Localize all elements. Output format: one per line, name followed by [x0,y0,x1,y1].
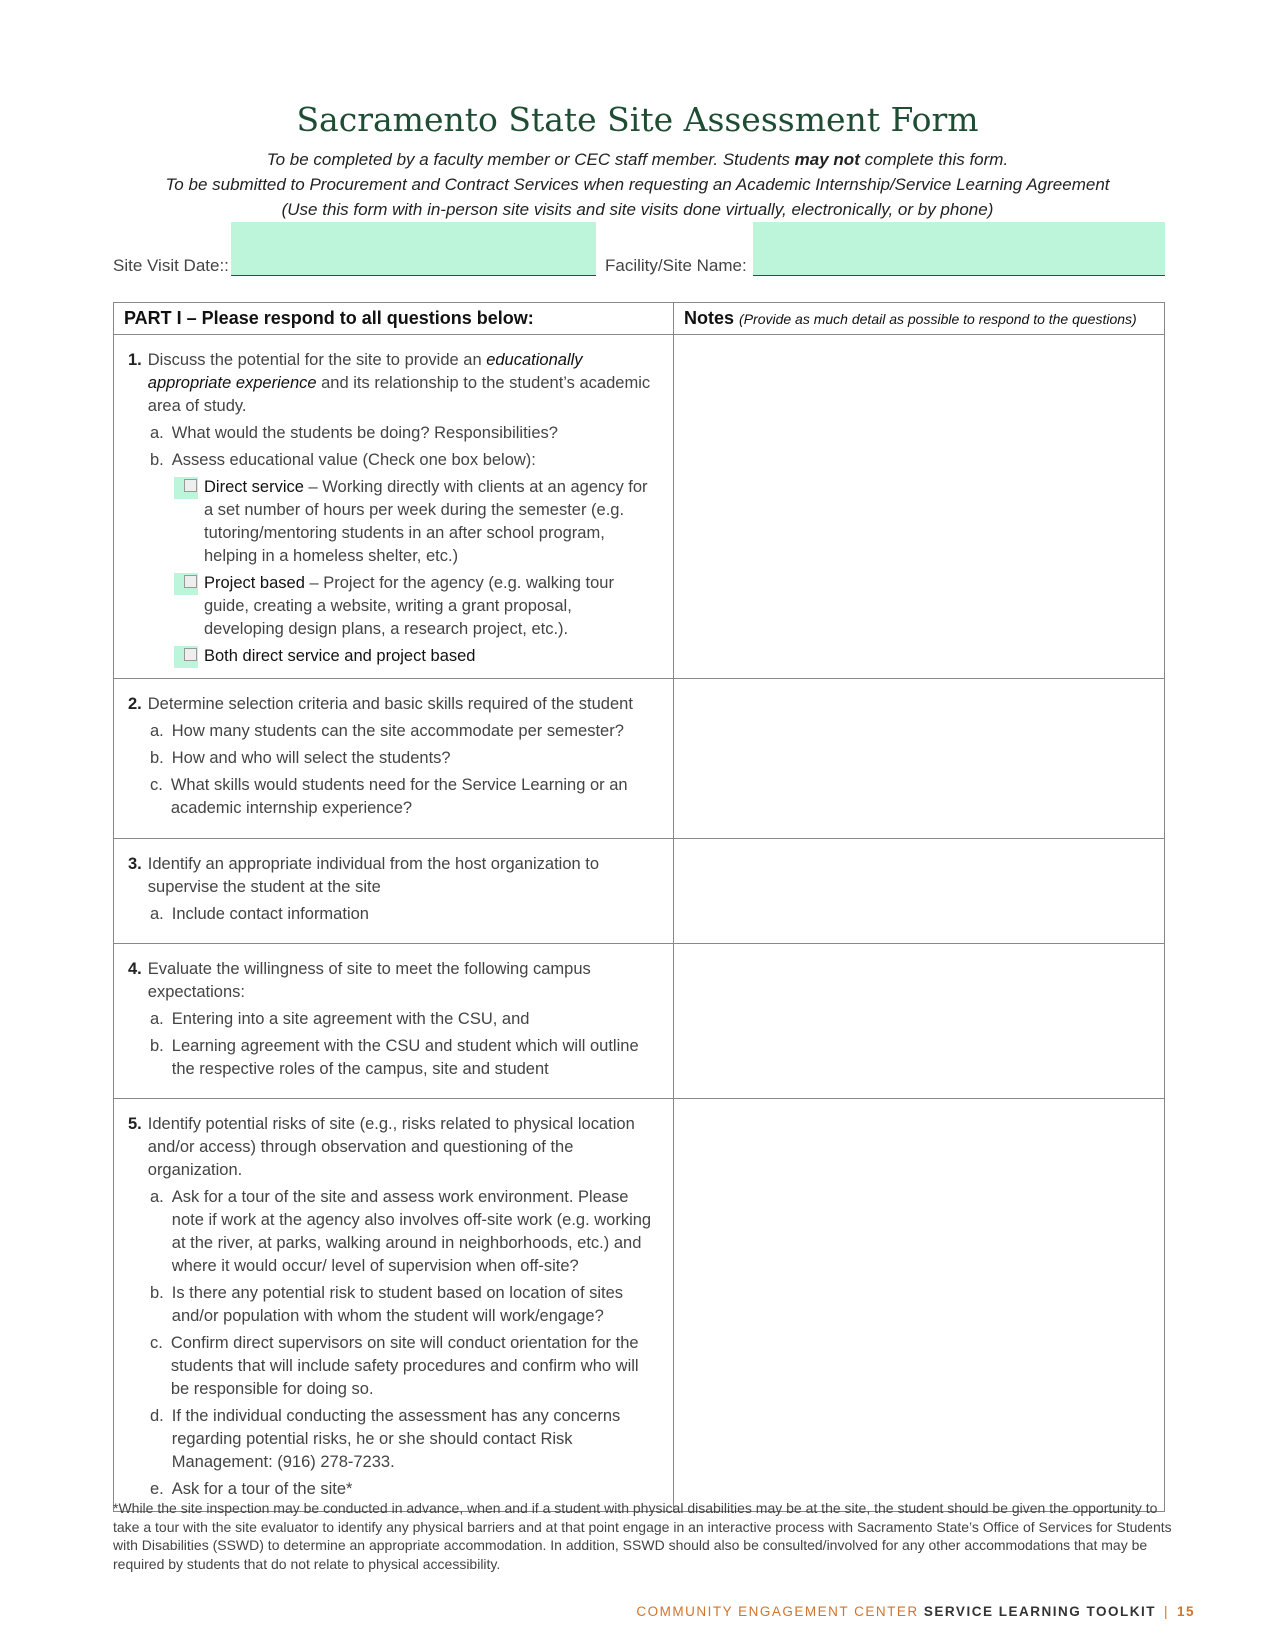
sub-question: Ask for a tour of the site* [171,1480,353,1498]
item-letter: a. [150,424,164,442]
question-text: Identify potential risks of site (e.g., risks related to physical location and/or access) through observation and questioning of the organization. [147,1115,635,1179]
subtitle-text: complete this form. [859,150,1009,169]
subtitle-emphasis: may not [794,150,860,169]
sub-question: What would the students be doing? Responsibilities? [171,424,558,442]
option-text: Direct service – Working directly with clients at an agency for a set number of hours per week during the semester (e.g. tutoring/mentoring students in an after school program, helping in a homeless shelter, etc.) [204,478,648,565]
subtitle-line3: (Use this form with in-person site visits and site visits done virtually, electronically, or by phone) [281,200,994,219]
both-checkbox[interactable] [174,646,198,668]
question-row-5 [114,1099,1165,1512]
question-text: Discuss the potential for the site to provide an educationally appropriate experience and its relationship to the student’s academic area of study. [147,351,651,415]
question-text: Determine selection criteria and basic skills required of the student [147,695,633,713]
part-header: PART I – Please respond to all questions below: [114,303,674,335]
facility-name-field[interactable] [753,222,1165,276]
direct-service-checkbox[interactable] [174,477,198,499]
footer-doc-title: SERVICE LEARNING TOOLKIT [923,1604,1156,1619]
question-number: 4. [128,960,142,978]
item-letter: b. [150,451,164,469]
item-letter: a. [150,722,164,740]
item-letter: d. [150,1407,164,1425]
item-letter: a. [150,1010,164,1028]
item-letter: a. [150,1188,164,1206]
notes-hint: (Provide as much detail as possible to respond to the questions) [739,311,1137,327]
page-title: Sacramento State Site Assessment Form [296,100,979,139]
site-visit-date-field[interactable] [231,222,596,276]
item-letter: c. [150,776,163,794]
page-number: 15 [1176,1604,1195,1619]
question-number: 2. [128,695,142,713]
site-visit-date-label: Site Visit Date:: [113,256,229,275]
question-number: 5. [128,1115,142,1133]
sub-question: Ask for a tour of the site and assess work environment. Please note if work at the agency also involves off-site work (e.g. working at the river, at parks, walking around in neighborhoods, etc.) and where it would occur/ level of supervision when off-site? [171,1188,652,1275]
sub-question: Confirm direct supervisors on site will conduct orientation for the students that will include safety procedures and confirm who will be responsible for doing so. [170,1334,639,1398]
sub-question: How many students can the site accommodate per semester? [171,722,624,740]
item-letter: b. [150,1037,164,1055]
item-letter: b. [150,749,164,767]
header-fields [113,222,1165,278]
question-row-2 [114,679,1165,839]
footnote: *While the site inspection may be conducted in advance, when and if a student with physical disabilities may be at the site, the student should be given the opportunity to take a tour with the site evaluator to identify any physical barriers and at that point engage in an interactive process with Sacramento State’s Office of Services for Students with Disabilities (SSWD) to determine an appropriate accommodation. In addition, SSWD should also be consulted/involved for any other accommodations that may be required by students that do not relate to physical accessibility. [113,1500,1172,1572]
question-row-1 [114,335,1165,679]
project-based-checkbox[interactable] [174,573,198,595]
item-letter: e. [150,1480,164,1498]
footer-separator: | [1163,1604,1169,1619]
sub-question: Is there any potential risk to student based on location of sites and/or population with whom the student will work/engage? [171,1284,624,1325]
subtitle-line1 [0,150,1275,170]
subtitle-line2: To be submitted to Procurement and Contract Services when requesting an Academic Internship/Service Learning Agreement [165,175,1110,194]
sub-question: Learning agreement with the CSU and student which will outline the respective roles of the campus, site and student [171,1037,639,1078]
sub-question: Assess educational value (Check one box below): [171,451,536,469]
notes-title: Notes [684,308,735,328]
option-text: Both direct service and project based [204,647,476,665]
sub-question: If the individual conducting the assessment has any concerns regarding potential risks, he or she should contact Risk Management: (916) 278-7233. [171,1407,621,1471]
facility-name-label: Facility/Site Name: [605,256,747,275]
sub-question: What skills would students need for the Service Learning or an academic internship experience? [170,776,628,817]
item-letter: b. [150,1284,164,1302]
page-footer [636,1604,1195,1619]
question-row-4 [114,944,1165,1099]
sub-question: How and who will select the students? [171,749,451,767]
item-letter: c. [150,1334,163,1352]
sub-question: Entering into a site agreement with the CSU, and [171,1010,530,1028]
question-text: Identify an appropriate individual from the host organization to supervise the student at the site [147,855,600,896]
notes-header [674,303,1165,335]
question-text: Evaluate the willingness of site to meet the following campus expectations: [147,960,591,1001]
sub-question: Include contact information [171,905,369,923]
question-number: 3. [128,855,142,873]
item-letter: a. [150,905,164,923]
footer-org: COMMUNITY ENGAGEMENT CENTER [636,1604,919,1619]
question-number: 1. [128,351,142,369]
assessment-table [113,302,1165,1512]
subtitle-text: To be completed by a faculty member or CEC staff member. Students [266,150,795,169]
question-row-3 [114,839,1165,944]
option-text: Project based – Project for the agency (e.g. walking tour guide, creating a website, writing a grant proposal, developing design plans, a research project, etc.). [204,574,614,638]
